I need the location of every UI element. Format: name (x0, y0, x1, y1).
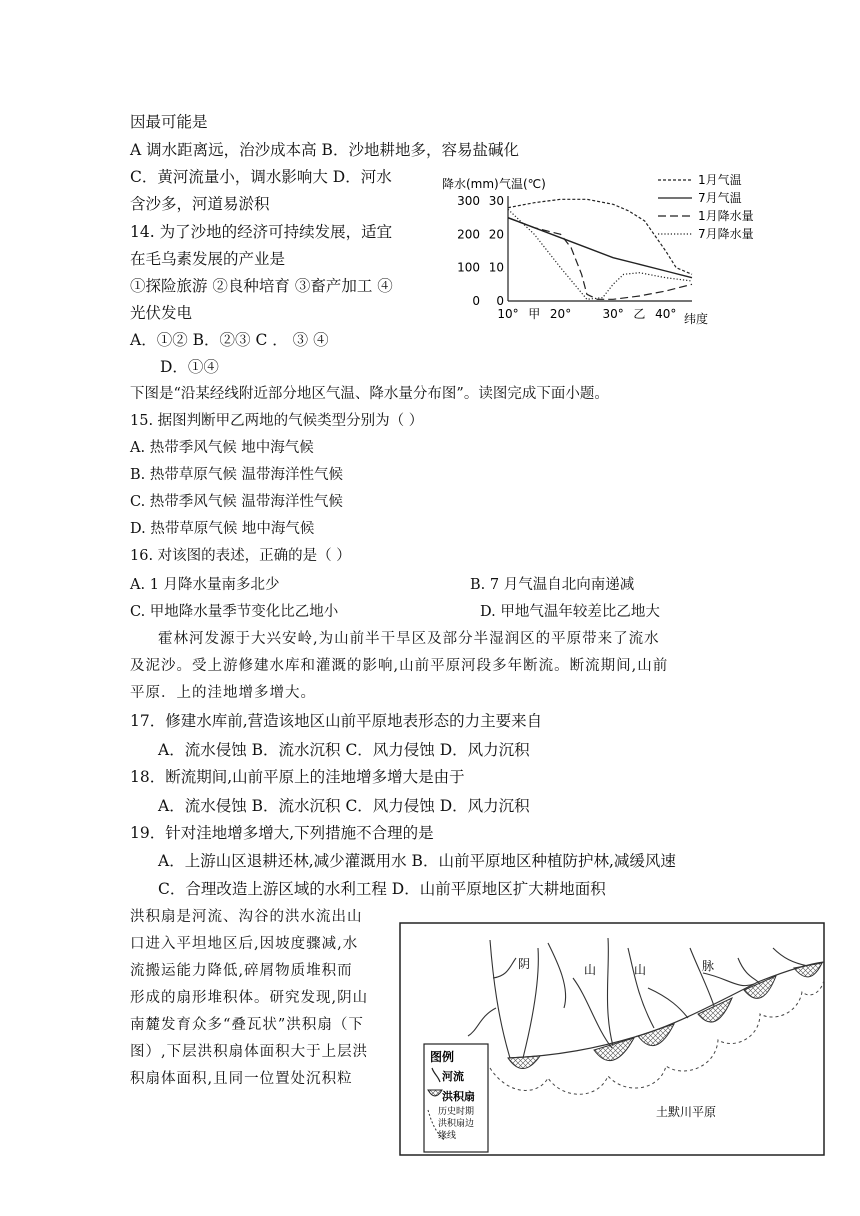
q17-stem: 17．修建水库前,营造该地区山前平原地表形态的力主要来自 (130, 712, 543, 730)
q15-option-a: A. 热带季风气候 地中海气候 (130, 440, 314, 456)
q14-options-2: D．①④ (160, 358, 219, 376)
q15-option-d: D. 热带草原气候 地中海气候 (130, 521, 315, 537)
q18-options: A．流水侵蚀 B．流水沉积 C．风力侵蚀 D．风力沉积 (158, 797, 530, 815)
temp-tick-label: 0 (496, 294, 504, 308)
precip-tick-label: 300 (457, 194, 480, 208)
legend-edge-line: 洪积扇边 (438, 1119, 475, 1129)
precip-tick-label: 100 (457, 260, 480, 275)
q19-options-cd: C．合理改造上游区域的水利工程 D．山前平原地区扩大耕地面积 (158, 880, 606, 898)
fan-passage-line: 南麓发育众多“叠瓦状”洪积扇（下 (130, 1017, 364, 1033)
q16-option-a: A. 1 月降水量南多北少 (130, 577, 280, 593)
q15-option-c: C. 热带季风气候 温带海洋性气候 (130, 494, 343, 510)
chart-ylabel-temp: 气温(℃) (499, 177, 546, 191)
x-tick-label: 乙 (633, 307, 646, 321)
q14-options-1: A．①② B．②③ C ． ③ ④ (130, 331, 329, 349)
q13-option-d-cont: 含沙多，河道易淤积 (130, 195, 270, 213)
q16-stem: 16. 对该图的表述，正确的是（ ） (130, 548, 351, 564)
legend-title: 图例 (430, 1050, 455, 1064)
fan-passage-line: 口进入平坦地区后,因坡度骤减,水 (130, 936, 359, 952)
temp-tick-label: 10 (488, 260, 504, 275)
fan-passage-line: 积扇体面积,且同一位置处沉积粒 (130, 1071, 353, 1087)
legend-label: 7月气温 (698, 191, 742, 205)
precip-tick-label: 200 (457, 227, 480, 242)
x-tick-label: 10° (497, 307, 519, 321)
fan-passage-line: 洪积扇是河流、沟谷的洪水流出山 (130, 909, 363, 925)
series-line-1月降水量 (508, 218, 692, 300)
legend-label: 1月降水量 (698, 209, 754, 223)
series-line-7月降水量 (508, 209, 692, 299)
temp-tick-label: 20 (488, 227, 504, 242)
fan-passage-line: 形成的扇形堆积体。研究发现,阴山 (130, 990, 369, 1006)
q13-stem-tail: 因最可能是 (130, 113, 208, 131)
legend-label: 1月气温 (698, 173, 742, 187)
q14-stem-1: 14. 为了沙地的经济可持续发展，适宜 (130, 223, 393, 241)
chart-xlabel: 纬度 (684, 312, 709, 326)
mountain-label-char: 阴 (518, 957, 531, 971)
q19-stem: 19．针对洼地增多增大,下列措施不合理的是 (130, 824, 434, 842)
mountain-label-char: 山 (584, 963, 597, 977)
climate-chart (442, 168, 772, 330)
fan-passage-line: 流搬运能力降低,碎屑物质堆积而 (130, 963, 353, 979)
q13-options-ab: A 调水距离远，治沙成本高 B．沙地耕地多，容易盐碱化 (130, 141, 519, 159)
q14-stem-2: 在毛乌素发展的产业是 (130, 250, 286, 268)
passage-17-line-2: 及泥沙。受上游修建水库和灌溉的影响,山前平原河段多年断流。断流期间,山前 (130, 658, 669, 674)
mountain-label-char: 脉 (702, 959, 715, 973)
intro-15: 下图是“沿某经线附近部分地区气温、降水量分布图”。读图完成下面小题。 (130, 386, 609, 402)
x-tick-label: 30° (602, 307, 624, 321)
q13-options-cd: C．黄河流量小，调水影响大 D．河水 (130, 168, 392, 186)
passage-17-line-3: 平原．上的洼地增多增大。 (130, 685, 316, 701)
x-tick-label: 40° (655, 307, 677, 321)
q15-stem: 15. 据图判断甲乙两地的气候类型分别为（ ） (130, 413, 424, 429)
fan-passage-line: 图）,下层洪积扇体面积大于上层洪 (130, 1044, 369, 1060)
q15-option-b: B. 热带草原气候 温带海洋性气候 (130, 467, 343, 483)
legend-river: 河流 (442, 1070, 464, 1083)
chart-ylabel-precip: 降水(mm) (442, 177, 499, 191)
legend-label: 7月降水量 (698, 227, 754, 241)
temp-tick-label: 30 (488, 194, 504, 208)
q16-option-d: D. 甲地气温年较差比乙地大 (480, 604, 660, 620)
x-tick-label: 20° (549, 307, 572, 321)
alluvial-fan-map (398, 918, 828, 1158)
q14-items-2: 光伏发电 (130, 304, 193, 322)
plain-label: 土默川平原 (656, 1105, 717, 1119)
passage-17-line-1: 霍林河发源于大兴安岭,为山前半干旱区及部分半湿润区的平原带来了流水 (158, 631, 660, 647)
q16-option-b: B. 7 月气温自北向南递减 (470, 577, 635, 593)
q18-stem: 18．断流期间,山前平原上的洼地增多增大是由于 (130, 768, 465, 786)
legend-edge-line: 历史时期 (438, 1107, 475, 1117)
q14-items-1: ①探险旅游 ②良种培育 ③畜产加工 ④ (130, 277, 393, 295)
x-tick-label: 甲 (528, 307, 541, 321)
precip-tick-label: 0 (472, 294, 480, 308)
legend-edge-line: 缘线 (438, 1131, 457, 1141)
q17-options: A．流水侵蚀 B．流水沉积 C．风力侵蚀 D．风力沉积 (158, 741, 530, 759)
q16-option-c: C. 甲地降水量季节变化比乙地小 (130, 604, 339, 620)
legend-fan: 洪积扇 (442, 1090, 475, 1103)
mountain-label-char: 山 (634, 963, 647, 977)
series-line-7月气温 (508, 218, 692, 278)
q19-options-ab: A．上游山区退耕还林,减少灌溉用水 B．山前平原地区种植防护林,减缓风速 (158, 852, 676, 870)
